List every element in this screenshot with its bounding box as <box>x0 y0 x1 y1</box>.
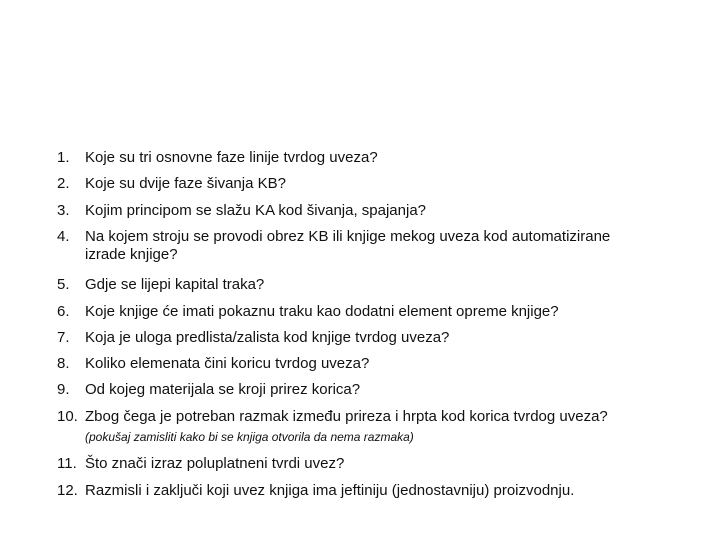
question-1 <box>57 149 378 167</box>
question-number: 11. <box>57 455 77 472</box>
question-2 <box>57 175 286 193</box>
question-text: Od kojeg materijala se kroji prirez korica? <box>85 381 361 398</box>
question-text: Na kojem stroju se provodi obrez KB ili knjige mekog uveza kod automatizirane <box>85 228 611 245</box>
question-number: 2. <box>57 175 70 192</box>
question-number: 1. <box>57 149 70 166</box>
question-number: 3. <box>57 202 70 219</box>
question-text: Koje knjige će imati pokaznu traku kao dodatni element opreme knjige? <box>85 303 559 320</box>
question-4-continuation: izrade knjige? <box>85 246 178 263</box>
question-11 <box>57 455 344 473</box>
question-10-hint: (pokušaj zamisliti kako bi se knjiga otvorila da nema razmaka) <box>85 430 414 444</box>
question-6 <box>57 303 559 321</box>
question-9 <box>57 381 360 399</box>
question-4 <box>57 228 610 246</box>
question-text: Koja je uloga predlista/zalista kod knjige tvrdog uveza? <box>85 329 450 346</box>
question-5 <box>57 276 264 294</box>
question-text: Razmisli i zaključi koji uvez knjiga ima jeftiniju (jednostavniju) proizvodnju. <box>85 482 575 499</box>
question-text: Koje su dvije faze šivanja KB? <box>85 175 286 192</box>
question-7 <box>57 329 449 347</box>
question-3 <box>57 202 426 220</box>
question-number: 8. <box>57 355 70 372</box>
question-text: Koliko elemenata čini koricu tvrdog uveza? <box>85 355 370 372</box>
question-number: 5. <box>57 276 70 293</box>
question-text: Gdje se lijepi kapital traka? <box>85 276 265 293</box>
question-number: 6. <box>57 303 70 320</box>
question-text: Koje su tri osnovne faze linije tvrdog uveza? <box>85 149 378 166</box>
question-number: 10. <box>57 408 78 425</box>
question-8 <box>57 355 369 373</box>
question-number: 9. <box>57 381 70 398</box>
question-12 <box>57 482 574 500</box>
question-number: 4. <box>57 228 70 245</box>
question-text: Zbog čega je potreban razmak između prireza i hrpta kod korica tvrdog uveza? <box>85 408 608 425</box>
question-text: Kojim principom se slažu KA kod šivanja, spajanja? <box>85 202 427 219</box>
question-10 <box>57 408 608 426</box>
question-number: 12. <box>57 482 78 499</box>
question-number: 7. <box>57 329 70 346</box>
question-text: Što znači izraz poluplatneni tvrdi uvez? <box>85 455 345 472</box>
